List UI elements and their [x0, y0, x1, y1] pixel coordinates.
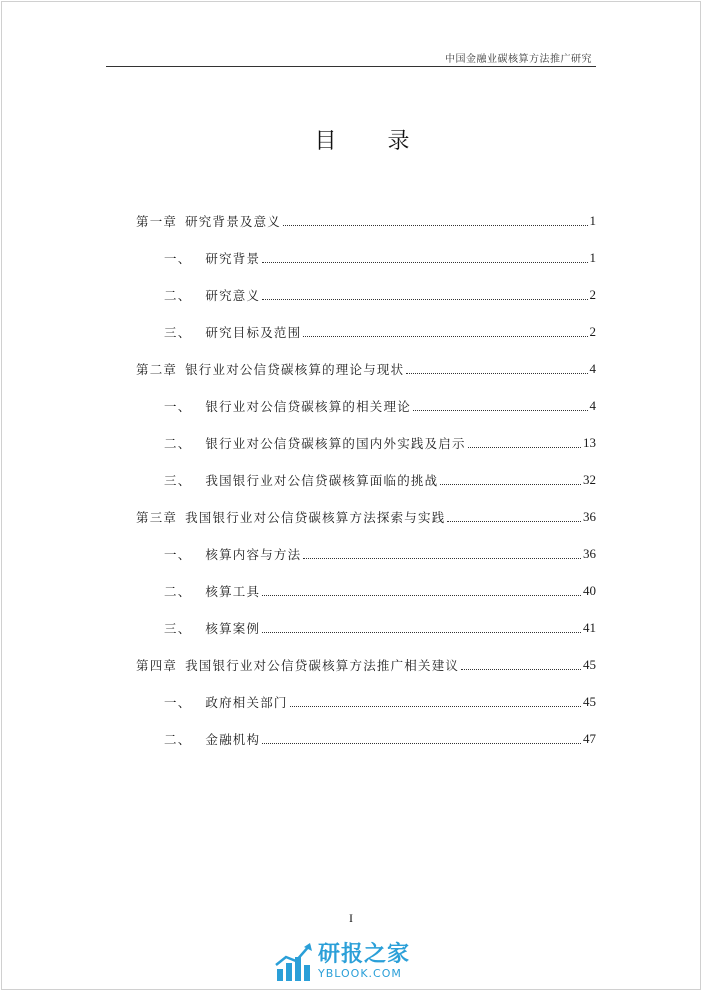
toc-entry-label: 银行业对公信贷碳核算的国内外实践及启示	[205, 435, 466, 451]
toc-entry-page: 47	[583, 730, 596, 746]
toc-dot-leader	[262, 742, 581, 744]
toc-entry-label: 核算案例	[205, 620, 261, 636]
toc-dot-leader	[447, 520, 581, 522]
toc-chapter-entry[interactable]	[136, 202, 596, 239]
toc-section-entry[interactable]	[136, 239, 596, 276]
toc-entry-label: 研究意义	[205, 287, 261, 303]
toc-chapter-entry[interactable]	[136, 646, 596, 683]
toc-section-entry[interactable]	[136, 276, 596, 313]
toc-section-entry[interactable]	[136, 313, 596, 350]
toc-entry-label: 研究背景及意义	[185, 213, 282, 229]
toc-entry-label: 政府相关部门	[205, 694, 288, 710]
toc-section-entry[interactable]	[136, 461, 596, 498]
toc-entry-page: 36	[583, 545, 596, 561]
bar-chart-logo-icon	[274, 939, 314, 983]
watermark-name-en: YBLOOK.COM	[318, 966, 402, 980]
toc-entry-label: 金融机构	[205, 731, 261, 747]
toc-entry-number: 二、	[164, 435, 192, 451]
watermark-logo	[274, 939, 444, 983]
toc-entry-page: 41	[583, 619, 596, 635]
toc-entry-number: 第三章	[136, 509, 178, 525]
running-header: 中国金融业碳核算方法推广研究	[445, 54, 592, 65]
toc-entry-number: 三、	[164, 324, 192, 340]
toc-entry-label: 我国银行业对公信贷碳核算方法推广相关建议	[185, 657, 460, 673]
toc-entry-number: 二、	[164, 731, 192, 747]
toc-section-entry[interactable]	[136, 535, 596, 572]
header-rule	[106, 66, 596, 67]
toc-dot-leader	[413, 409, 588, 411]
toc-entry-number: 二、	[164, 583, 192, 599]
toc-section-entry[interactable]	[136, 387, 596, 424]
toc-entry-label: 银行业对公信贷碳核算的理论与现状	[185, 361, 405, 377]
toc-dot-leader	[303, 557, 581, 559]
page-number: I	[349, 911, 353, 925]
toc-entry-page: 4	[589, 360, 596, 376]
toc-entry-number: 一、	[164, 694, 192, 710]
toc-entry-page: 2	[589, 323, 596, 339]
toc-chapter-entry[interactable]	[136, 498, 596, 535]
toc-chapter-entry[interactable]	[136, 350, 596, 387]
toc-entry-label: 我国银行业对公信贷碳核算方法探索与实践	[185, 509, 446, 525]
toc-entry-page: 32	[583, 471, 596, 487]
toc-entry-number: 第四章	[136, 657, 178, 673]
toc-dot-leader	[468, 446, 581, 448]
toc-dot-leader	[262, 261, 587, 263]
toc-entry-page: 45	[583, 693, 596, 709]
toc-entry-label: 银行业对公信贷碳核算的相关理论	[205, 398, 411, 414]
toc-entry-number: 二、	[164, 287, 192, 303]
toc-entry-number: 三、	[164, 472, 192, 488]
toc-entry-page: 13	[583, 434, 596, 450]
toc-title: 目 录	[314, 129, 432, 154]
toc-entry-page: 2	[589, 286, 596, 302]
toc-section-entry[interactable]	[136, 683, 596, 720]
toc-entry-page: 36	[583, 508, 596, 524]
toc-entry-label: 研究背景	[205, 250, 261, 266]
toc-dot-leader	[406, 372, 587, 374]
toc-dot-leader	[262, 631, 581, 633]
toc-entry-number: 三、	[164, 620, 192, 636]
toc-dot-leader	[290, 705, 581, 707]
toc-section-entry[interactable]	[136, 572, 596, 609]
toc-section-entry[interactable]	[136, 609, 596, 646]
toc-entry-label: 核算内容与方法	[205, 546, 302, 562]
toc-entry-number: 第二章	[136, 361, 178, 377]
toc-dot-leader	[440, 483, 581, 485]
toc-entry-page: 1	[589, 212, 596, 228]
table-of-contents	[136, 202, 596, 757]
toc-dot-leader	[262, 298, 587, 300]
toc-section-entry[interactable]	[136, 720, 596, 757]
watermark-name-cn: 研报之家	[318, 941, 411, 967]
toc-dot-leader	[262, 594, 581, 596]
toc-section-entry[interactable]	[136, 424, 596, 461]
toc-entry-page: 1	[589, 249, 596, 265]
toc-entry-number: 第一章	[136, 213, 178, 229]
toc-entry-label: 研究目标及范围	[205, 324, 302, 340]
toc-entry-page: 40	[583, 582, 596, 598]
toc-entry-page: 45	[583, 656, 596, 672]
toc-dot-leader	[303, 335, 587, 337]
toc-entry-number: 一、	[164, 250, 192, 266]
toc-entry-label: 核算工具	[205, 583, 261, 599]
toc-entry-number: 一、	[164, 398, 192, 414]
toc-entry-page: 4	[589, 397, 596, 413]
toc-dot-leader	[283, 224, 587, 226]
toc-entry-number: 一、	[164, 546, 192, 562]
toc-entry-label: 我国银行业对公信贷碳核算面临的挑战	[205, 472, 439, 488]
toc-dot-leader	[461, 668, 581, 670]
